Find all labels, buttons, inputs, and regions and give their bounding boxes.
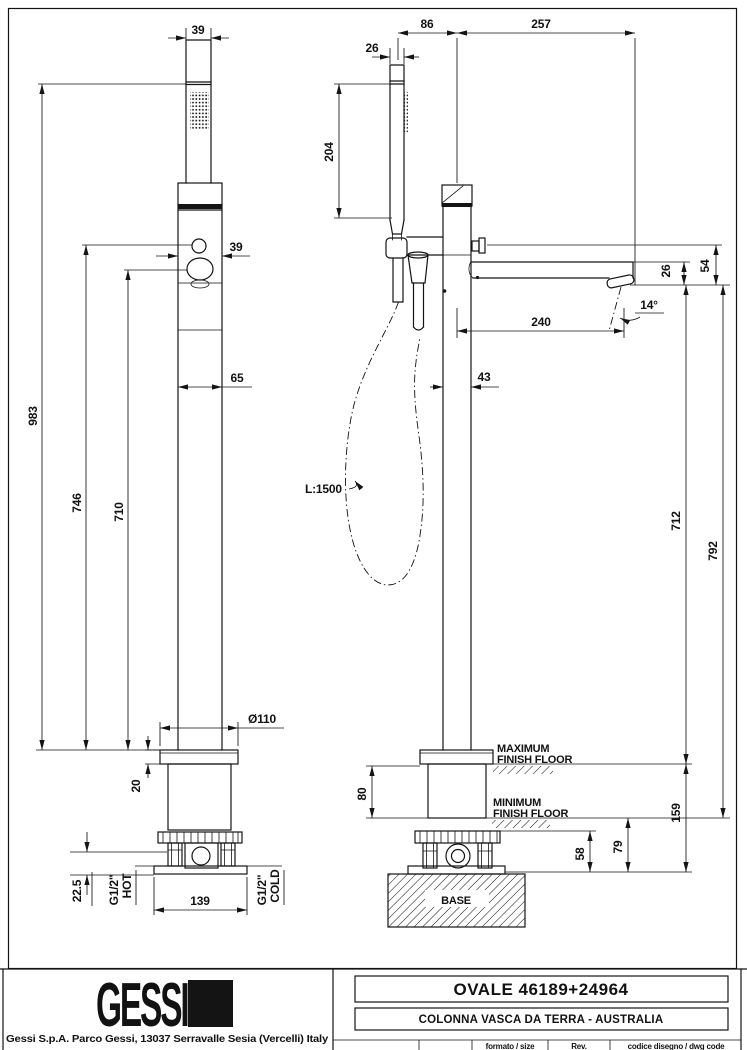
- gessi-logo: [96, 970, 233, 1040]
- dim-spout-angle: 14°: [640, 298, 658, 312]
- spray-face-front: [190, 92, 209, 129]
- dim-height-handle: 710: [112, 502, 126, 522]
- dim-cold-label: COLD: [268, 869, 282, 903]
- diverter-button-front: [192, 239, 206, 253]
- max-finish-floor: [493, 743, 692, 774]
- base-label: BASE: [441, 895, 471, 907]
- footer-cell-1: formato / size: [485, 1042, 535, 1050]
- dim-hot-thread: G1/2": [107, 874, 121, 906]
- dim-inlet-offset: 22.5: [70, 879, 84, 903]
- dim-floor-range: 80: [355, 787, 369, 801]
- dim-column-diameter-front: 65: [230, 371, 244, 385]
- dim-spout-projection: 240: [531, 315, 551, 329]
- dim-hand-length: 204: [322, 142, 336, 162]
- dim-floor-adjust-range: 159: [669, 803, 683, 823]
- drain-hole-front: [192, 847, 210, 865]
- front-view: [154, 40, 247, 874]
- dim-hand-width-front: 39: [191, 23, 205, 37]
- dim-body-width: 39: [229, 240, 243, 254]
- handle-knob-front: [187, 258, 213, 280]
- dim-hot-label: HOT: [120, 873, 134, 899]
- max-floor-label-1: MAXIMUM: [497, 743, 550, 755]
- spray-face-side: [405, 92, 408, 132]
- dim-hand-offset: 86: [420, 17, 434, 31]
- handshower-holder: [386, 238, 407, 258]
- side-view: [345, 65, 730, 927]
- dim-outlet-above-min-floor: 792: [706, 541, 720, 561]
- spout-nozzle: [606, 274, 634, 288]
- product-code: OVALE 46189+24964: [453, 980, 629, 999]
- gessi-logo-square: [188, 980, 233, 1027]
- max-floor-label-2: FINISH FLOOR: [497, 754, 573, 766]
- footer-row: [333, 1040, 741, 1050]
- company-address: Gessi S.p.A. Parco Gessi, 13037 Serravalle Sesia (Vercelli) Italy: [6, 1034, 329, 1045]
- title-block: [3, 969, 741, 1050]
- drain-ring-outer: [446, 844, 470, 868]
- dim-base-height-1: 58: [573, 847, 587, 861]
- footer-cell-3: codice disegno / dwg code: [627, 1042, 725, 1050]
- dim-flange-height: 20: [129, 779, 143, 793]
- dim-hand-width-side: 26: [365, 41, 379, 55]
- dimensions-front: [26, 23, 284, 915]
- dim-flange-diameter: Ø110: [248, 712, 276, 726]
- dim-column-diameter-side: 43: [477, 370, 491, 384]
- drain-ring-inner: [452, 850, 465, 863]
- dim-spout-drop: 54: [698, 259, 712, 273]
- dim-base-height-2: 79: [611, 840, 625, 854]
- hand-shower-hose: [345, 302, 423, 585]
- lever-handle-side: [408, 252, 428, 330]
- min-floor-label-1: MINIMUM: [493, 797, 542, 809]
- dim-height-total: 983: [26, 406, 40, 426]
- dim-height-diverter: 746: [70, 493, 84, 513]
- dim-spout-tip-height: 26: [659, 264, 673, 278]
- min-floor-label-2: FINISH FLOOR: [493, 808, 569, 820]
- gessi-logo-text: GESSI: [96, 970, 188, 1040]
- product-description: COLONNA VASCA DA TERRA - AUSTRALIA: [418, 1014, 664, 1026]
- min-finish-floor: [486, 797, 730, 828]
- dim-spout-reach: 257: [531, 17, 551, 31]
- diverter-knob-side: [472, 241, 479, 251]
- dim-cold-thread: G1/2": [255, 874, 269, 906]
- dim-outlet-above-max-floor: 712: [669, 511, 683, 531]
- dim-hose-length: L:1500: [305, 482, 342, 496]
- dim-base-width: 139: [190, 894, 210, 908]
- footer-cell-2: Rev.: [571, 1042, 587, 1050]
